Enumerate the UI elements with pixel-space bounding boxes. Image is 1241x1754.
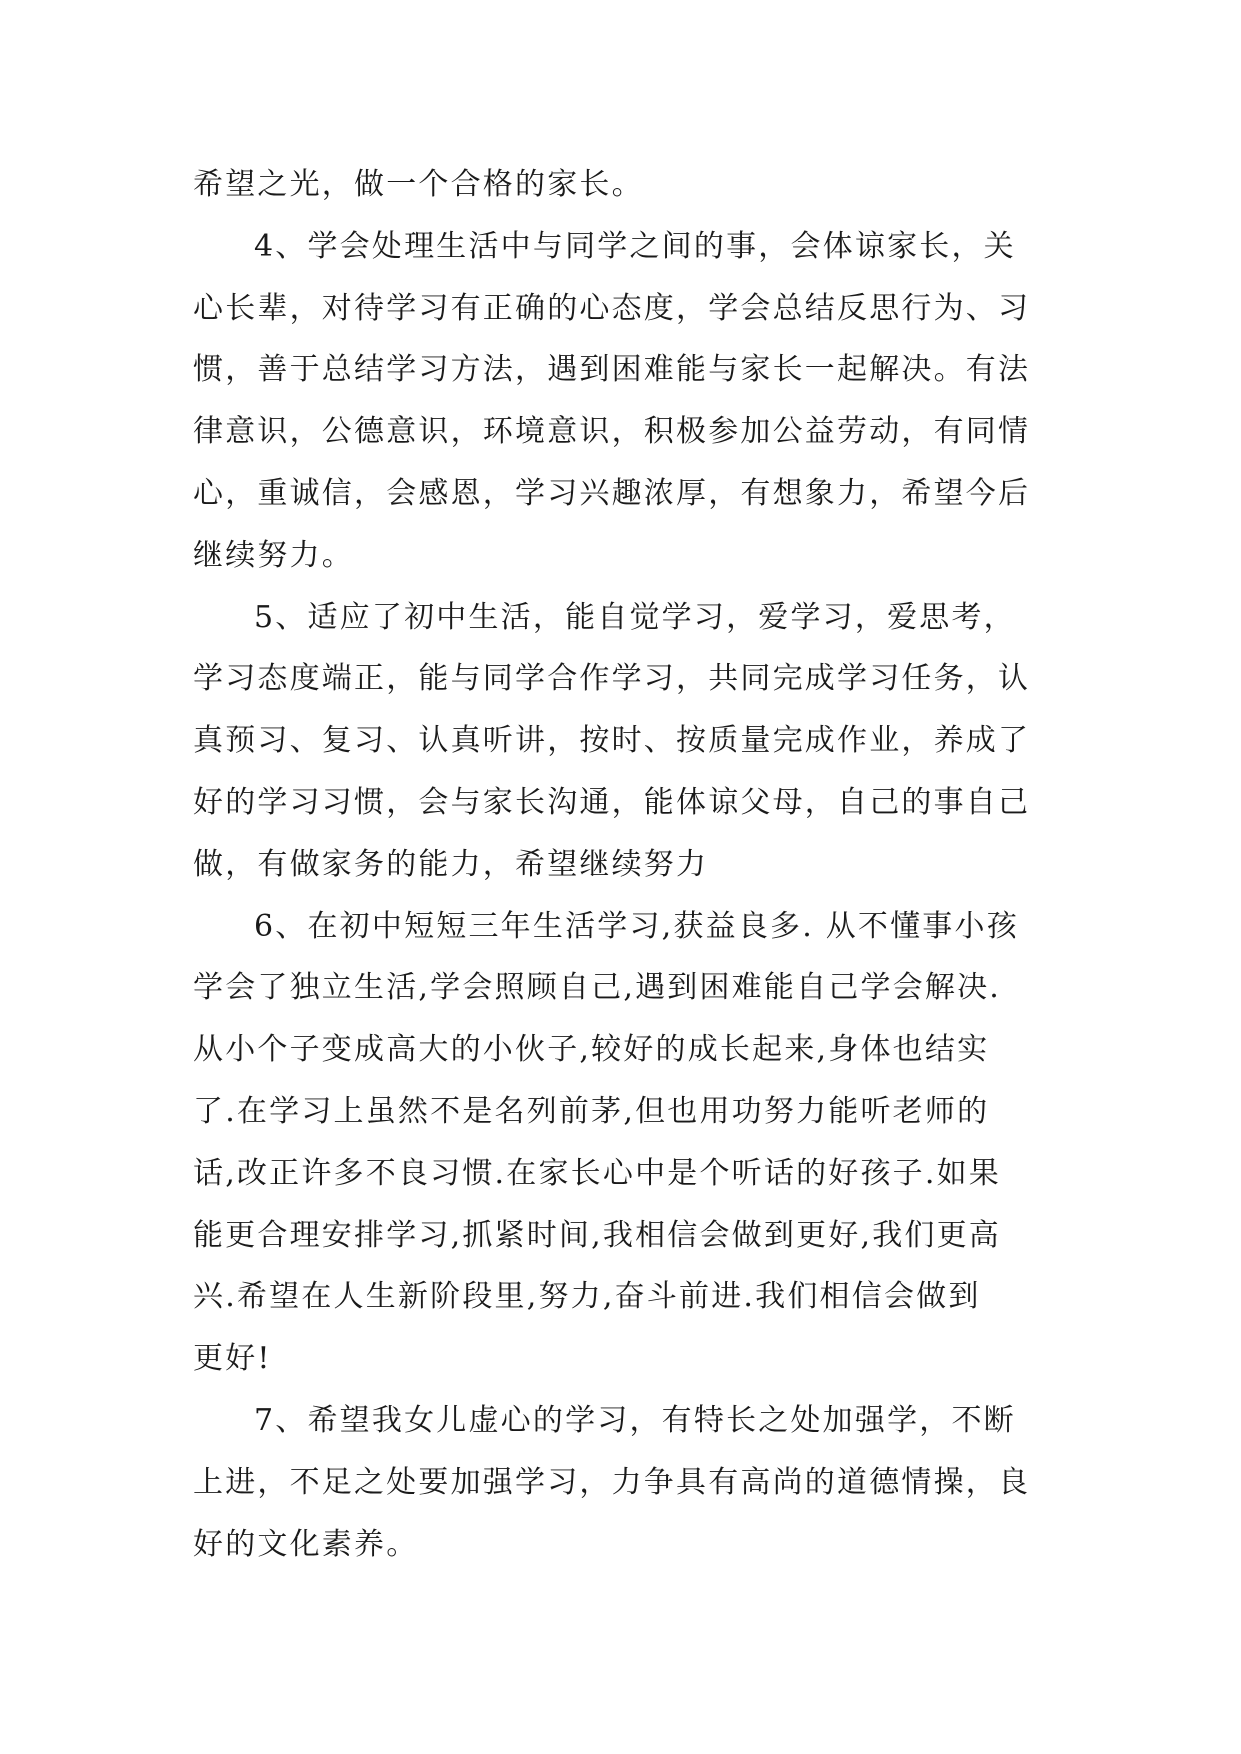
text-line: 学会了独立生活,学会照顾自己,遇到困难能自己学会解决. (193, 970, 1002, 1006)
text-line: 更好! (193, 1341, 272, 1377)
text-line: 7、希望我女儿虚心的学习，有特长之处加强学，不断 (254, 1402, 1016, 1438)
text-line: 做，有做家务的能力，希望继续努力 (193, 846, 709, 882)
text-line: 心，重诚信，会感恩，学习兴趣浓厚，有想象力，希望今后 (193, 475, 1031, 511)
text-line: 了.在学习上虽然不是名列前茅,但也用功努力能听老师的 (193, 1093, 990, 1129)
text-line: 好的文化素养。 (193, 1526, 419, 1562)
text-line: 上进，不足之处要加强学习，力争具有高尚的道德情操，良 (193, 1464, 1031, 1500)
text-line: 继续努力。 (193, 537, 354, 573)
text-line: 希望之光，做一个合格的家长。 (193, 167, 644, 202)
text-line: 学习态度端正，能与同学合作学习，共同完成学习任务，认 (193, 661, 1031, 697)
text-line: 心长辈，对待学习有正确的心态度，学会总结反思行为、习 (193, 290, 1031, 326)
text-line: 律意识，公德意识，环境意识，积极参加公益劳动，有同情 (193, 414, 1031, 450)
text-line: 6、在初中短短三年生活学习,获益良多. 从不懂事小孩 (254, 908, 1019, 944)
text-line: 兴.希望在人生新阶段里,努力,奋斗前进.我们相信会做到 (193, 1279, 981, 1315)
body-text (193, 154, 1053, 1575)
text-line: 惯，善于总结学习方法，遇到困难能与家长一起解决。有法 (193, 352, 1031, 388)
text-line: 好的学习习惯，会与家长沟通，能体谅父母，自己的事自己 (193, 784, 1031, 820)
text-line: 5、适应了初中生活，能自觉学习，爱学习，爱思考， (254, 599, 1016, 635)
text-line: 能更合理安排学习,抓紧时间,我相信会做到更好,我们更高 (193, 1217, 1002, 1253)
text-line: 4、学会处理生活中与同学之间的事，会体谅家长，关 (254, 228, 1016, 264)
text-line: 从小个子变成高大的小伙子,较好的成长起来,身体也结实 (193, 1032, 990, 1068)
text-line: 真预习、复习、认真听讲，按时、按质量完成作业，养成了 (193, 723, 1031, 759)
text-line: 话,改正许多不良习惯.在家长心中是个听话的好孩子.如果 (193, 1155, 1002, 1191)
